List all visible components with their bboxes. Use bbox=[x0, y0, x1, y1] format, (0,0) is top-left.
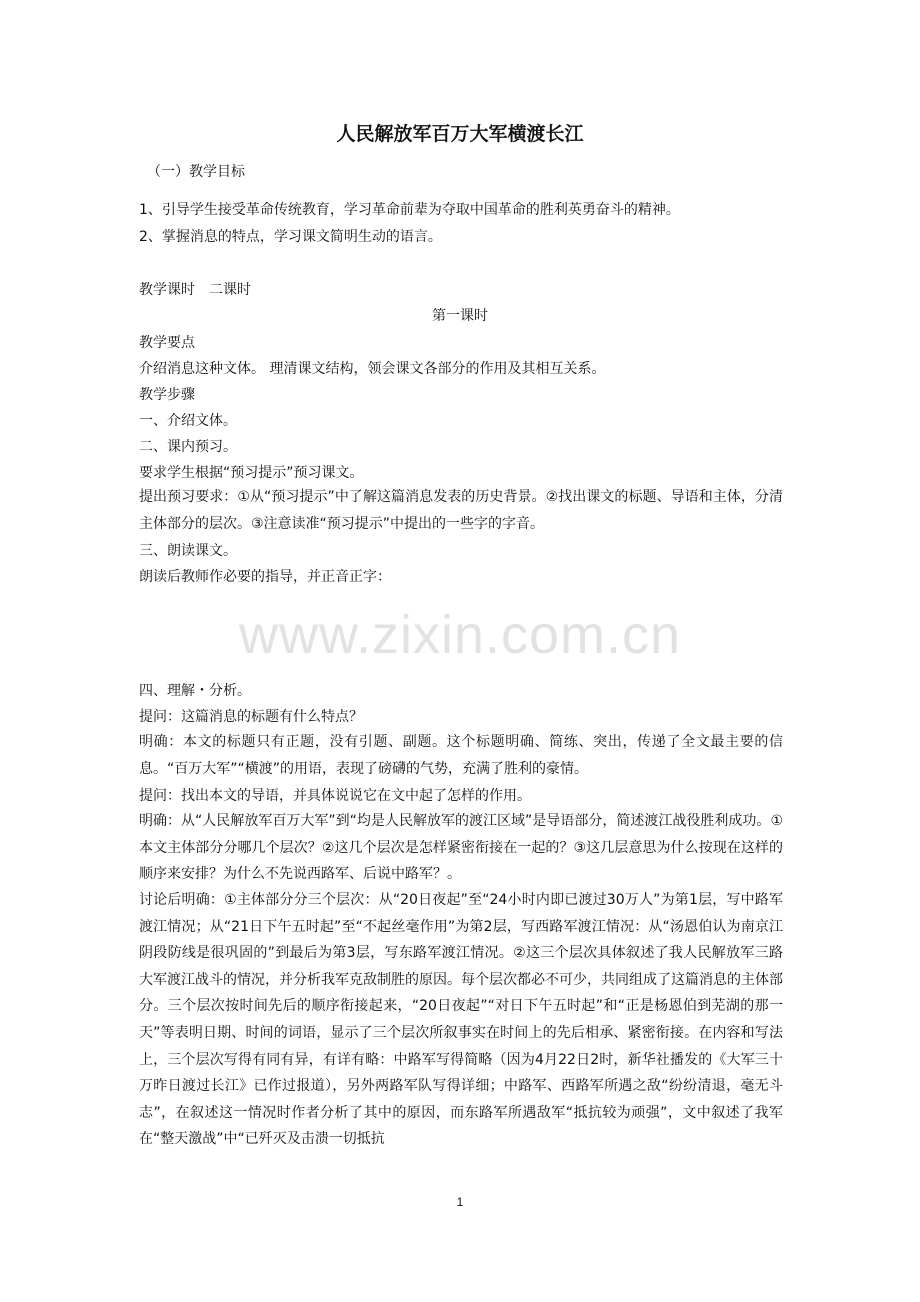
key-points: 介绍消息这种文体。 理清课文结构，领会课文各部分的作用及其相互关系。 bbox=[139, 361, 606, 377]
discussion-paragraph: 讨论后明确：①主体部分分三个层次：从“20日夜起”至“24小时内即已渡过30万人”为第1层，写中路军渡江情况；从“21日下午五时起”至“不起丝毫作用”为第2层，写西路军渡江情况：从“汤恩伯认为南京江阴段防线是很巩固的”到最后为第3层，写东路军渡江情况。②这三个层次具体叙述了我人民解放军三路大军渡江战斗的情况，并分析我军克敌制胜的原因。每个层次都必不可少，共同组成了这篇消息的主体部分。三个层次按时间先后的顺序衔接起来，“20日夜起”“对日下午五时起”和“正是杨恩伯到芜湖的那一天”等表明日期、时间的词语，显示了三个层次所叙事实在时间上的先后相承、紧密衔接。在内容和写法上，三个层次写得有同有异，有详有略：中路军写得简略（因为4月22日2时，新华社播发的《大军三十万昨日渡过长江》已作过报道），另外两路军队写得详细；中路军、西路军所遇之敌“纷纷清退，毫无斗志”，在叙述这一情况时作者分析了其中的原因，而东路军所遇敌军“抵抗较为顽强”，文中叙述了我军在“整天激战”中“已歼灭及击溃一切抵抗 bbox=[139, 892, 783, 1148]
lesson-heading: 第一课时 bbox=[432, 308, 488, 324]
steps-heading: 教学步骤 bbox=[139, 387, 195, 403]
step-3: 三、朗读课文。 bbox=[139, 543, 237, 559]
watermark: www.zixin.com.cn bbox=[238, 605, 682, 665]
key-points-heading: 教学要点 bbox=[139, 335, 195, 351]
objective-1: 1、引导学生接受革命传统教育，学习革命前辈为夺取中国革命的胜利英勇奋斗的精神。 bbox=[139, 202, 680, 218]
objective-2: 2、掌握消息的特点，学习课文简明生动的语言。 bbox=[139, 229, 442, 245]
answer-1: 明确：本文的标题只有正题，没有引题、副题。这个标题明确、简练、突出，传递了全文最主要的信息。“百万大军”“横渡”的用语，表现了磅礴的气势，充满了胜利的豪情。 bbox=[139, 734, 783, 777]
question-1: 提问：这篇消息的标题有什么特点？ bbox=[139, 709, 363, 725]
question-2: 提问：找出本文的导语，并具体说说它在文中起了怎样的作用。 bbox=[139, 788, 531, 804]
step-3-detail: 朗读后教师作必要的指导，并正音正字： bbox=[139, 569, 391, 585]
answer-2: 明确：从“人民解放军百万大军”到“均是人民解放军的渡江区域”是导语部分，简述渡江战役胜利成功。①本文主体部分分哪几个层次？②这几个层次是怎样紧密衔接在一起的？③这几层意思为什么按现在这样的顺序来安排？为什么不先说西路军、后说中路军？。 bbox=[139, 813, 783, 883]
page-number: 1 bbox=[456, 1195, 464, 1209]
document-title: 人民解放军百万大军横渡长江 bbox=[336, 123, 584, 145]
step-1: 一、介绍文体。 bbox=[139, 413, 237, 429]
step-2: 二、课内预习。 bbox=[139, 439, 237, 455]
step-4: 四、理解・分析。 bbox=[139, 683, 251, 699]
step-2-detail: 要求学生根据“预习提示”预习课文。 bbox=[139, 465, 364, 481]
objectives-heading: （一）教学目标 bbox=[147, 164, 245, 180]
class-hours: 教学课时 二课时 bbox=[139, 282, 251, 298]
preview-requirements: 提出预习要求：①从“预习提示”中了解这篇消息发表的历史背景。②找出课文的标题、导语和主体，分清主体部分的层次。③注意读准“预习提示”中提出的一些字的字音。 bbox=[139, 489, 783, 532]
